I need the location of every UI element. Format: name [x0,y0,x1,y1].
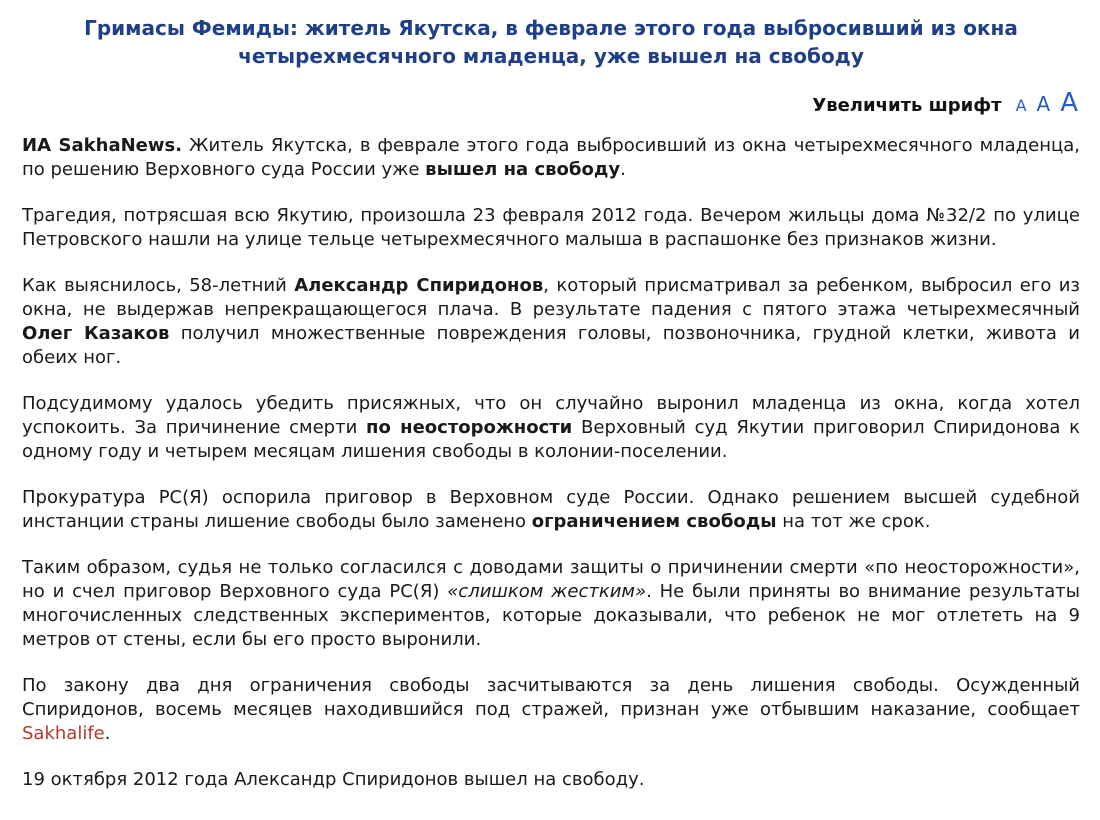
paragraph-5-b: на тот же срок. [776,511,931,532]
paragraph-4-bold: по неосторожности [366,417,573,438]
paragraph-2-text: Трагедия, потрясшая всю Якутию, произошла 23 февраля 2012 года. Вечером жильцы дома №32/2 по улице Петровского нашли на улице тельце четырехмесячного малыша в распашонке без признаков жизни. [22,205,1080,250]
paragraph-1-text: Житель Якутска, в феврале этого года выбросивший из окна четырехмесячного младенца, по решению Верховного суда России уже [22,135,1080,180]
paragraph-5-bold: ограничением свободы [531,511,777,532]
font-size-small-button[interactable]: A [1015,96,1027,115]
paragraph-3 [22,274,1080,370]
paragraph-4-a: Подсудимому удалось убедить присяжных, что он случайно выронил младенца из окна, когда хотел успокоить. За причинение смерти [22,393,1080,438]
article-body [22,134,1080,814]
headline-line-2: четырехмесячного младенца, уже вышел на свободу [238,44,864,68]
paragraph-6-italic: «слишком жестким» [447,581,647,602]
paragraph-8 [22,768,1080,792]
paragraph-6-a: Таким образом, судья не только согласился с доводами защиты о причинении смерти «по неосторожности», но и счел приговор Верховного суда РС(Я) [22,557,1080,602]
paragraph-8-text: 19 октября 2012 года Александр Спиридонов вышел на свободу. [22,769,645,790]
paragraph-1-bold: вышел на свободу [425,159,621,180]
paragraph-1-end: . [620,159,626,180]
paragraph-3-name-2: Олег Казаков [22,323,170,344]
font-size-label: Увеличить шрифт [812,95,1002,116]
font-size-medium-button[interactable]: A [1036,92,1051,116]
paragraph-4 [22,392,1080,464]
paragraph-3-c: получил множественные повреждения головы, позвоночника, грудной клетки, живота и обеих ног. [22,323,1080,368]
headline-line-1: Гримасы Фемиды: житель Якутска, в феврале этого года выбросивший из окна [84,16,1018,40]
source-link-sakhalife[interactable]: Sakhalife [22,723,105,744]
paragraph-5-a: Прокуратура РС(Я) оспорила приговор в Верховном суде России. Однако решением высшей судебной инстанции страны лишение свободы было заменено [22,487,1080,532]
paragraph-3-b: , который присматривал за ребенком, выбросил его из окна, не выдержав непрекращающегося плача. В результате падения с пятого этажа четырехмесячный [22,275,1080,320]
paragraph-2 [22,204,1080,252]
paragraph-7-b: . [104,723,111,744]
font-size-controls [812,88,1078,118]
paragraph-5 [22,486,1080,534]
paragraph-4-b: Верховный суд Якутии приговорил Спиридонова к одному году и четырем месяцам лишения свободы в колонии-поселении. [22,417,1080,462]
paragraph-6 [22,556,1080,652]
agency-name: ИА SakhaNews. [22,135,183,156]
paragraph-3-a: Как выяснилось, 58-летний [22,275,295,296]
article-headline [22,14,1080,70]
paragraph-7 [22,674,1080,746]
font-size-large-button[interactable]: A [1060,88,1078,118]
paragraph-7-a: По закону два дня ограничения свободы засчитываются за день лишения свободы. Осужденный Спиридонов, восемь месяцев находившийся под стражей, признан уже отбывшим наказание, сообщает [22,675,1080,720]
paragraph-1 [22,134,1080,182]
paragraph-3-name-1: Александр Спиридонов [294,275,544,296]
paragraph-6-b: . Не были приняты во внимание результаты многочисленных следственных экспериментов, которые доказывали, что ребенок не мог отлететь на 9 метров от стены, если бы его просто выронили. [22,581,1080,650]
